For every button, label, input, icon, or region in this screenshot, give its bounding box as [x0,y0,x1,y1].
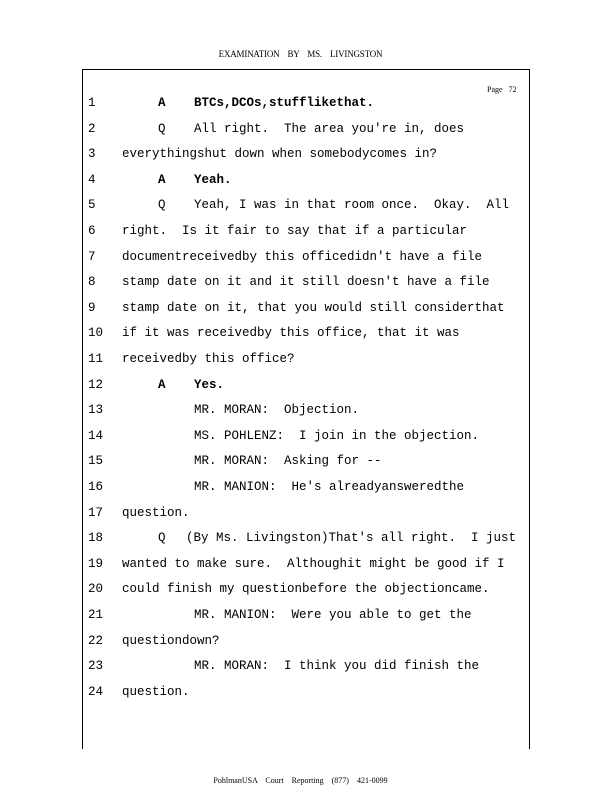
line-text: everythingshut down when somebodycomes in? [122,147,438,162]
line-text: Q [158,121,166,136]
transcript-line [0,557,601,582]
line-number: 23 [88,659,104,674]
line-number: 7 [88,249,96,264]
line-number: 14 [88,428,104,443]
transcript-line [0,275,601,300]
line-number: 19 [88,556,104,571]
line-text: stamp date on it and it still doesn't have a file [122,275,490,290]
line-text: All right. The area you're in, does [194,121,465,136]
line-text: question. [122,684,190,699]
line-text: Q [158,198,166,213]
transcript-line [0,250,601,275]
page-number [487,85,517,94]
line-text: Yeah. [194,172,232,187]
line-number: 24 [88,684,104,699]
line-text: stamp date on it, that you would still considerthat [122,300,505,315]
line-text: MR. MORAN: Objection. [194,403,360,418]
transcript-line [0,659,601,684]
line-text: could finish my questionbefore the objectioncame. [122,582,490,597]
transcript-line [0,608,601,633]
transcript-line [0,429,601,454]
transcript-line [0,582,601,607]
line-number: 13 [88,403,104,418]
line-number: 12 [88,377,104,392]
line-number: 3 [88,147,96,162]
line-text: MR. MORAN: Asking for -- [194,454,382,469]
transcript-line [0,634,601,659]
transcript-line [0,96,601,121]
line-number: 17 [88,505,104,520]
line-text: receivedby this office? [122,352,295,366]
transcript-line [0,173,601,198]
line-number: 11 [88,352,104,366]
line-number: 10 [88,326,104,341]
line-text: Q [158,531,166,546]
transcript-line [0,326,601,351]
line-number: 6 [88,224,96,238]
line-text: question. [122,505,190,520]
line-number: 8 [88,275,96,290]
line-text: questiondown? [122,633,220,648]
line-number: 15 [88,454,104,469]
transcript-line [0,506,601,531]
transcript-line [0,531,601,556]
line-number: 16 [88,480,104,494]
line-number: 18 [88,531,104,546]
line-text: A [158,377,166,392]
transcript-line [0,352,601,377]
transcript-line [0,301,601,326]
line-number: 2 [88,121,96,136]
transcript-line [0,480,601,505]
line-text: BTCs,DCOs,stufflikethat. [194,96,375,110]
line-text: documentreceivedby this officedidn't have a file [122,249,483,264]
line-text: MR. MANION: Were you able to get the [194,608,472,622]
line-number: 21 [88,608,104,622]
transcript-line [0,122,601,147]
transcript-line [0,454,601,479]
line-number: 22 [88,633,104,648]
transcript-line [0,198,601,223]
line-number: 5 [88,198,96,213]
line-text: MR. MANION: He's alreadyansweredthe [194,480,465,494]
transcript-line [0,224,601,249]
line-number: 9 [88,300,96,315]
line-text: wanted to make sure. Althoughit might be good if I [122,556,505,571]
page-label: Page [487,85,503,94]
line-number: 1 [88,96,96,110]
line-text: Yes. [194,377,225,392]
transcript-line [0,378,601,403]
line-text: (By Ms. Livingston)That's all right. I just [186,531,517,546]
line-text: A [158,96,166,110]
page-footer: PohlmanUSA Court Reporting (877) 421-0099 [213,776,388,785]
line-text: A [158,172,166,187]
line-number: 4 [88,172,96,187]
transcript-line [0,685,601,710]
transcript-line [0,147,601,172]
line-text: right. Is it fair to say that if a particular [122,224,468,238]
line-text: Yeah, I was in that room once. Okay. All [194,198,510,213]
page-header: EXAMINATION BY MS. LIVINGSTON [218,49,383,59]
line-text: MR. MORAN: I think you did finish the [194,659,480,674]
line-text: MS. POHLENZ: I join in the objection. [194,428,480,443]
page-number-value: 72 [508,85,517,94]
transcript-line [0,403,601,428]
line-text: if it was receivedby this office, that it was [122,326,460,341]
line-number: 20 [88,582,104,597]
